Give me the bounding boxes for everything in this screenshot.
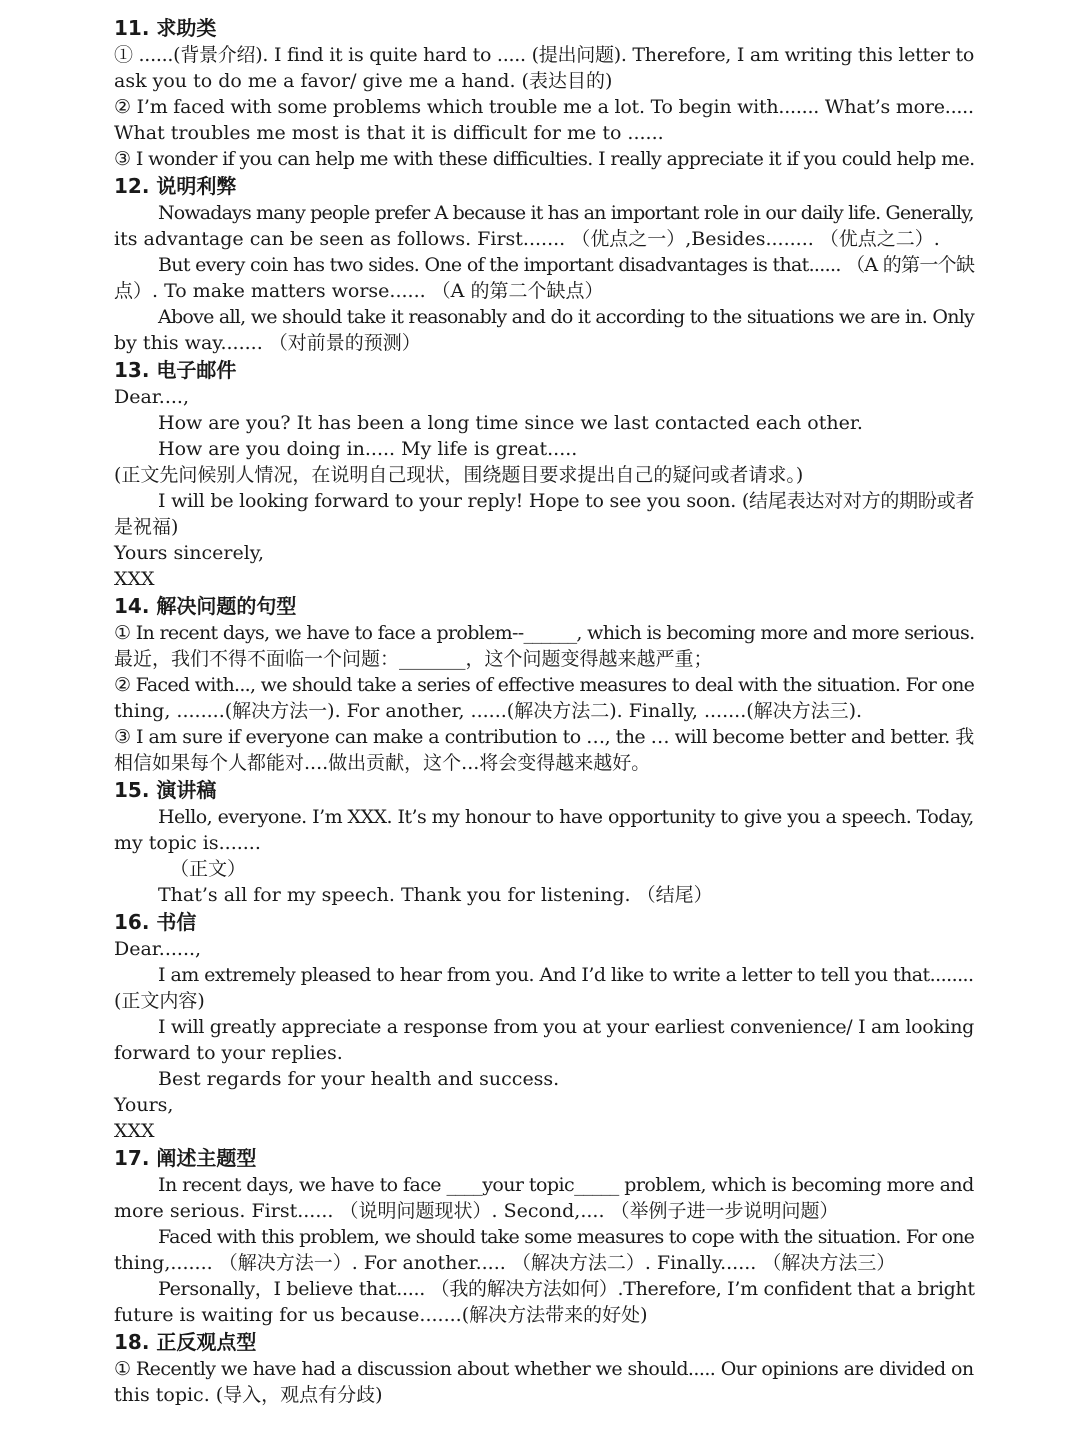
text-line: ② I’m faced with some problems which trouble me a lot. To begin with....... What’s more..... <box>114 96 974 118</box>
text-line: How are you? It has been a long time since we last contacted each other. <box>158 412 863 434</box>
text-line: its advantage can be seen as follows. First....... （优点之一）,Besides........ （优点之二）. <box>114 228 940 250</box>
section-14 <box>114 592 974 776</box>
text-line: Dear...., <box>114 386 189 408</box>
text-line: Personally，I believe that..... （我的解决方法如何）.Therefore, I’m confident that a bright <box>158 1278 975 1300</box>
section-12 <box>114 172 974 356</box>
text-line: ② Faced with..., we should take a series of effective measures to deal with the situation. For one <box>114 674 975 696</box>
text-line: XXX <box>114 1120 155 1142</box>
text-line: Dear......, <box>114 938 202 960</box>
text-line: (正文先问候别人情况，在说明自己现状，围绕题目要求提出自己的疑问或者请求。) <box>114 464 804 486</box>
section-heading: 12. 说明利弊 <box>114 174 237 198</box>
text-line: this topic. (导入，观点有分歧) <box>114 1384 383 1406</box>
section-15 <box>114 776 974 908</box>
text-line: future is waiting for us because.......(解决方法带来的好处) <box>114 1304 648 1326</box>
text-line: 最近，我们不得不面临一个问题：_______，这个问题变得越来越严重； <box>114 648 713 670</box>
text-line: (正文内容) <box>114 990 205 1012</box>
text-line: I will be looking forward to your reply! Hope to see you soon. (结尾表达对对方的期盼或者 <box>158 490 975 512</box>
document-page <box>114 14 974 1408</box>
text-line: ① In recent days, we have to face a problem--______, which is becoming more and more serious. <box>114 622 975 644</box>
text-line: Yours sincerely, <box>114 542 265 564</box>
text-line: （正文） <box>170 858 247 880</box>
section-heading: 18. 正反观点型 <box>114 1330 257 1354</box>
section-heading: 14. 解决问题的句型 <box>114 594 297 618</box>
text-line: XXX <box>114 568 155 590</box>
section-heading: 16. 书信 <box>114 910 197 934</box>
text-line: Above all, we should take it reasonably and do it according to the situations we are in. Only <box>158 306 975 328</box>
text-line: I will greatly appreciate a response from you at your earliest convenience/ I am looking <box>158 1016 974 1038</box>
text-line: thing, ........(解决方法一). For another, ......(解决方法二). Finally, .......(解决方法三). <box>114 700 863 722</box>
text-line: more serious. First...... （说明问题现状）. Second,.... （举例子进一步说明问题） <box>114 1200 839 1222</box>
text-line: I am extremely pleased to hear from you. And I’d like to write a letter to tell you that........ <box>158 964 974 986</box>
text-line: ③ I wonder if you can help me with these difficulties. I really appreciate it if you could help me. <box>114 148 975 170</box>
section-18 <box>114 1328 974 1408</box>
text-line: Hello, everyone. I’m XXX. It’s my honour to have opportunity to give you a speech. Today, <box>158 806 974 828</box>
section-heading: 11. 求助类 <box>114 16 217 40</box>
text-line: What troubles me most is that it is difficult for me to ...... <box>114 122 664 144</box>
text-line: forward to your replies. <box>114 1042 343 1064</box>
section-heading: 17. 阐述主题型 <box>114 1146 257 1170</box>
text-line: by this way....... （对前景的预测） <box>114 332 421 354</box>
section-16 <box>114 908 974 1144</box>
text-line: In recent days, we have to face ____your topic_____ problem, which is becoming more and <box>158 1174 974 1196</box>
section-17 <box>114 1144 974 1328</box>
text-line: ① Recently we have had a discussion about whether we should..... Our opinions are divided on <box>114 1358 974 1380</box>
text-line: ③ I am sure if everyone can make a contribution to …, the … will become better and better. 我 <box>114 726 974 748</box>
text-line: Yours, <box>114 1094 174 1116</box>
section-13 <box>114 356 974 592</box>
text-line: How are you doing in..... My life is great..... <box>158 438 578 460</box>
text-line: That’s all for my speech. Thank you for listening. （结尾） <box>158 884 713 906</box>
section-11 <box>114 14 974 172</box>
text-line: Nowadays many people prefer A because it has an important role in our daily life. Generally, <box>158 202 974 224</box>
text-line: Best regards for your health and success. <box>158 1068 560 1090</box>
text-line: thing,....... （解决方法一）. For another..... （解决方法二）. Finally...... （解决方法三） <box>114 1252 896 1274</box>
text-line: my topic is....... <box>114 832 261 854</box>
section-heading: 13. 电子邮件 <box>114 358 237 382</box>
text-line: 是祝福) <box>114 516 179 538</box>
text-line: Faced with this problem, we should take some measures to cope with the situation. For one <box>158 1226 975 1248</box>
text-line: 点）. To make matters worse...... （A 的第二个缺点） <box>114 280 604 302</box>
text-line: 相信如果每个人都能对....做出贡献，这个...将会变得越来越好。 <box>114 752 651 774</box>
text-line: But every coin has two sides. One of the important disadvantages is that...... （A 的第一个缺 <box>158 254 975 276</box>
text-line: ① ......(背景介绍). I find it is quite hard to ..... (提出问题). Therefore, I am writing this letter to <box>114 44 975 66</box>
section-heading: 15. 演讲稿 <box>114 778 217 802</box>
text-line: ask you to do me a favor/ give me a hand. (表达目的) <box>114 70 613 92</box>
